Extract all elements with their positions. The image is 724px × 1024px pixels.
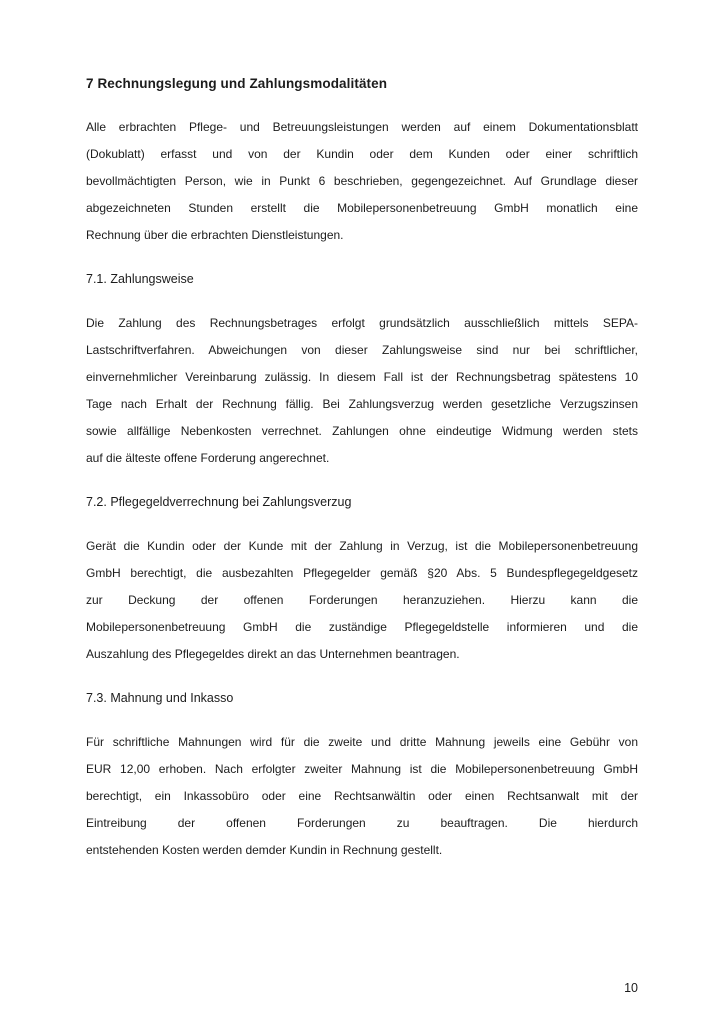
section-heading: 7 Rechnungslegung und Zahlungsmodalitäten <box>86 76 388 91</box>
paragraph-invoicing-intro <box>86 114 638 249</box>
text-line: Auszahlung des Pflegegeldes direkt an das Unternehmen beantragen. <box>86 647 460 661</box>
paragraph-payment-method <box>86 310 638 472</box>
text-line: berechtigt, ein Inkassobüro oder eine Rechtsanwältin oder einen Rechtsanwalt mit der <box>86 789 638 803</box>
text-line: Rechnung über die erbrachten Dienstleistungen. <box>86 228 344 242</box>
text-line: Die Zahlung des Rechnungsbetrages erfolgt grundsätzlich ausschließlich mittels SEPA- <box>86 316 638 330</box>
text-line: Alle erbrachten Pflege- und Betreuungsleistungen werden auf einem Dokumentationsblatt <box>86 120 638 134</box>
text-line: Tage nach Erhalt der Rechnung fällig. Bei Zahlungsverzug werden gesetzliche Verzugszinsen <box>86 397 638 411</box>
subheading-7-3: 7.3. Mahnung und Inkasso <box>86 691 234 705</box>
text-line: GmbH berechtigt, die ausbezahlten Pflegegelder gemäß §20 Abs. 5 Bundespflegegeldgesetz <box>86 566 638 580</box>
paragraph-care-allowance <box>86 533 638 668</box>
paragraph-dunning-collection <box>86 729 638 864</box>
text-line: (Dokublatt) erfasst und von der Kundin oder dem Kunden oder einer schriftlich <box>86 147 638 161</box>
text-line: EUR 12,00 erhoben. Nach erfolgter zweiter Mahnung ist die Mobilepersonenbetreuung GmbH <box>86 762 638 776</box>
text-line: Gerät die Kundin oder der Kunde mit der Zahlung in Verzug, ist die Mobilepersonenbetreuung <box>86 539 638 553</box>
subheading-7-1: 7.1. Zahlungsweise <box>86 272 194 286</box>
text-line: abgezeichneten Stunden erstellt die Mobilepersonenbetreuung GmbH monatlich eine <box>86 201 638 215</box>
text-line: Eintreibung der offenen Forderungen zu beauftragen. Die hierdurch <box>86 816 638 830</box>
text-line: entstehenden Kosten werden demder Kundin in Rechnung gestellt. <box>86 843 443 857</box>
text-line: bevollmächtigten Person, wie in Punkt 6 beschrieben, gegengezeichnet. Auf Grundlage dieser <box>86 174 638 188</box>
text-line: auf die älteste offene Forderung angerechnet. <box>86 451 330 465</box>
subheading-7-2: 7.2. Pflegegeldverrechnung bei Zahlungsverzug <box>86 495 352 509</box>
text-line: Für schriftliche Mahnungen wird für die zweite und dritte Mahnung jeweils eine Gebühr von <box>86 735 638 749</box>
text-line: einvernehmlicher Vereinbarung zulässig. In diesem Fall ist der Rechnungsbetrag spätestens 10 <box>86 370 638 384</box>
text-line: Mobilepersonenbetreuung GmbH die zuständige Pflegegeldstelle informieren und die <box>86 620 638 634</box>
document-content <box>86 70 638 881</box>
text-line: sowie allfällige Nebenkosten verrechnet. Zahlungen ohne eindeutige Widmung werden stets <box>86 424 638 438</box>
text-line: Lastschriftverfahren. Abweichungen von dieser Zahlungsweise sind nur bei schriftlicher, <box>86 343 638 357</box>
text-line: zur Deckung der offenen Forderungen heranzuziehen. Hierzu kann die <box>86 593 638 607</box>
page-number: 10 <box>624 981 638 995</box>
